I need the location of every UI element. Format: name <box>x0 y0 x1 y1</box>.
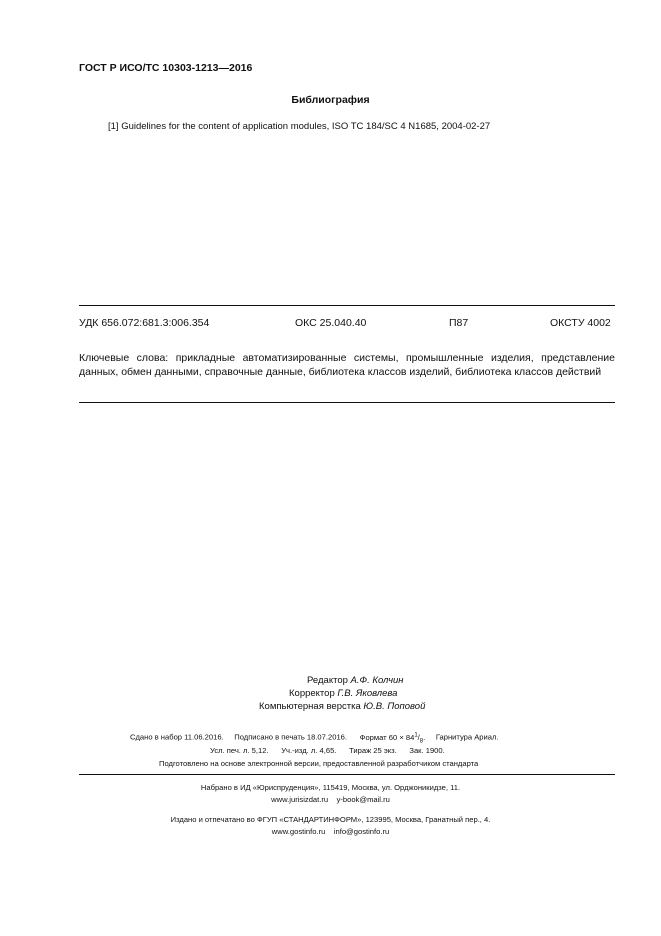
keywords-paragraph: Ключевые слова: прикладные автоматизированные системы, промышленные изделия, представление данных, обмен данными, справочные данные, библиотека классов изделий, библиотека классов действий <box>79 352 615 378</box>
typeset-line: Набрано в ИД «Юриспруденция», 115419, Москва, ул. Орджоникидзе, 11. <box>200 783 461 792</box>
okstu-code: ОКСТУ 4002 <box>550 317 611 329</box>
order-number: Зак. 1900. <box>409 746 445 755</box>
imprint-line-2 <box>210 746 445 755</box>
typeface: Гарнитура Ариал. <box>435 732 499 742</box>
imprint-line-1 <box>130 732 499 744</box>
publication-sheets: Уч.-изд. л. 4,65. <box>281 746 337 755</box>
bibliography-entry: [1] Guidelines for the content of application modules, ISO TC 184/SC 4 N1685, 2004-02-27 <box>108 121 491 132</box>
submitted-date: Сдано в набор 11.06.2016. <box>130 732 224 742</box>
print-sheets: Усл. печ. л. 5,12. <box>210 746 269 755</box>
divider-keywords <box>79 402 615 403</box>
typeset-contacts <box>0 795 661 804</box>
udk-code: УДК 656.072:681.3:006.354 <box>79 317 210 329</box>
standard-id-header: ГОСТ Р ИСО/ТС 10303-1213—2016 <box>79 62 253 74</box>
typeset-email[interactable]: y-book@mail.ru <box>336 795 390 804</box>
group-code: П87 <box>449 317 469 329</box>
signed-date: Подписано в печать 18.07.2016. <box>234 732 347 742</box>
layout-credit <box>259 701 425 712</box>
divider-top <box>79 305 615 306</box>
editor-label: Редактор <box>307 675 348 686</box>
printed-website[interactable]: www.gostinfo.ru <box>271 827 326 836</box>
bibliography-title: Библиография <box>291 94 370 106</box>
corrector-name: Г.В. Яковлева <box>337 688 398 699</box>
editor-name: А.Ф. Колчин <box>350 675 404 686</box>
prepared-note: Подготовлено на основе электронной версии, предоставленной разработчиком стандарта <box>159 759 479 768</box>
layout-name: Ю.В. Поповой <box>363 701 426 712</box>
corrector-credit <box>289 688 397 699</box>
layout-label: Компьютерная верстка <box>259 701 361 712</box>
printed-email[interactable]: info@gostinfo.ru <box>333 827 390 836</box>
printed-contacts <box>0 827 661 836</box>
corrector-label: Корректор <box>289 688 335 699</box>
divider-imprint <box>79 774 615 775</box>
print-run: Тираж 25 экз. <box>349 746 397 755</box>
typeset-website[interactable]: www.jurisizdat.ru <box>271 795 329 804</box>
printed-line: Издано и отпечатано во ФГУП «СТАНДАРТИНФОРМ», 123995, Москва, Гранатный пер., 4. <box>170 815 491 824</box>
paper-format: Формат $60 \times 84^1/_8$. <box>359 732 426 745</box>
oks-code: ОКС 25.040.40 <box>295 317 367 329</box>
editor-credit <box>307 675 404 686</box>
